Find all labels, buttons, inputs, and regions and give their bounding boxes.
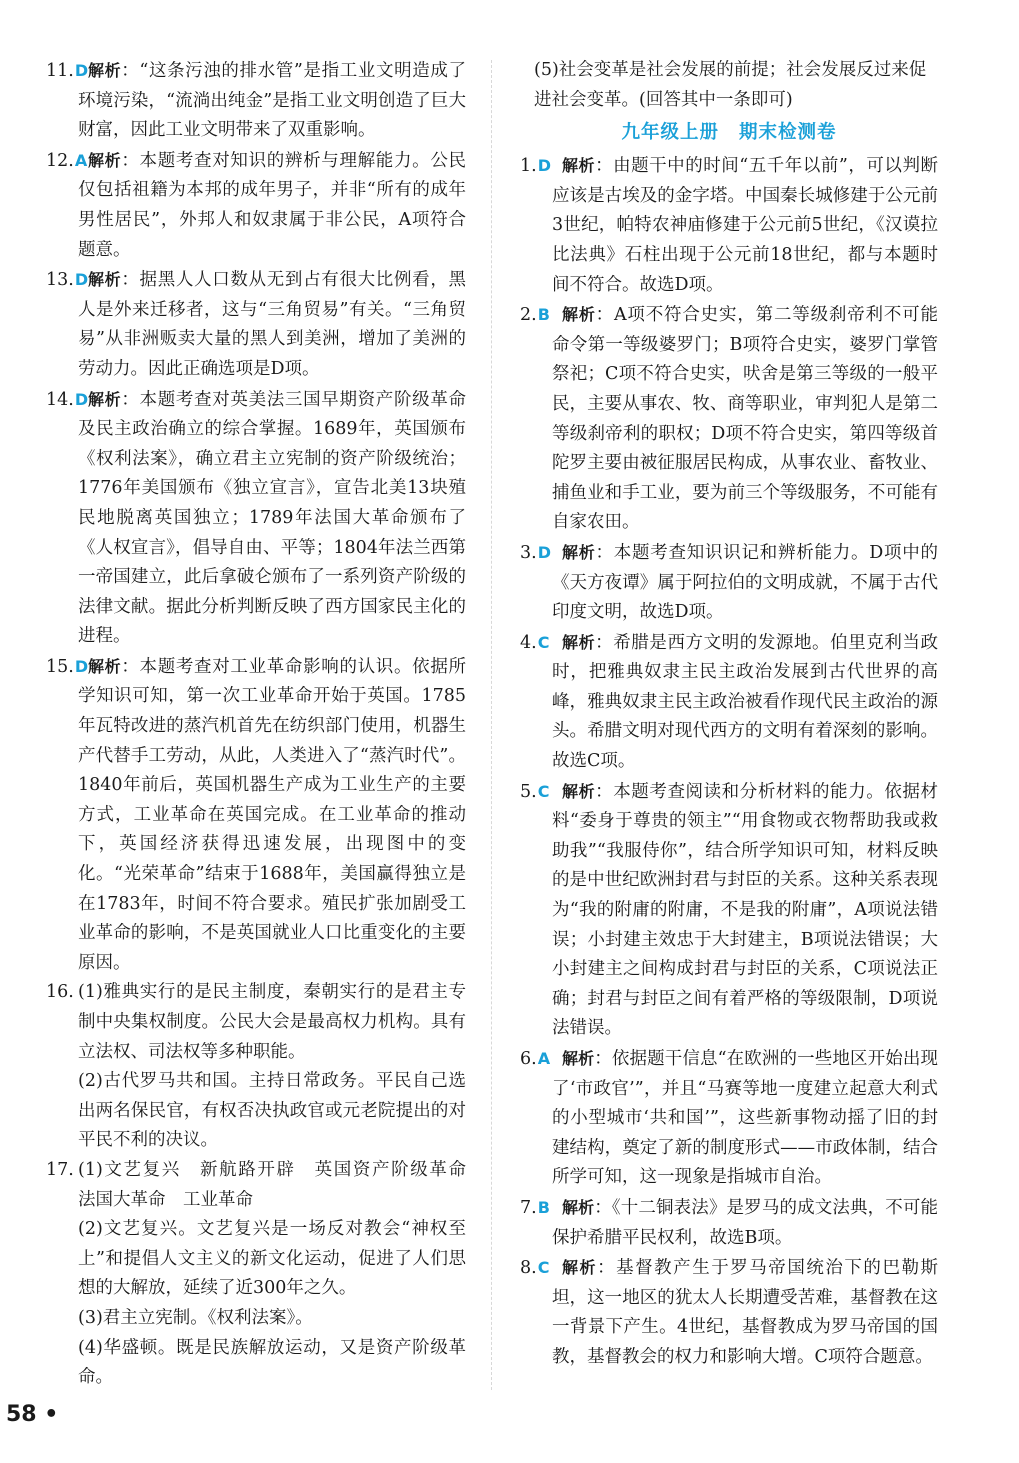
answer-item-4 xyxy=(520,628,938,777)
analysis-text: ：本题考查对知识的辨析与理解能力。公民仅包括祖籍为本邦的成年男子，并非“所有的成年男性居民”，外邦人和奴隶属于非公民，A项符合题意。 xyxy=(78,150,466,260)
answer-letter: B xyxy=(537,305,550,325)
analysis-text: ：本题考查对英美法三国早期资产阶级革命及民主政治确立的综合掌握。1689年，英国颁布《权利法案》，确立君主立宪制的资产阶级统治；1776年美国颁布《独立宣言》，宣告北美13块殖民地脱离英国独立；1789年法国大革命颁布了《人权宣言》，倡导自由、平等；1804年法兰西第一帝国建立，此后拿破仑颁布了一系列资产阶级的法律文献。据此分析判断反映了西方国家民主化的进程。 xyxy=(78,389,466,647)
answer-item-3 xyxy=(520,538,938,628)
answer-item-5 xyxy=(520,777,938,1044)
question-number: 2. xyxy=(520,305,537,326)
question-number: 11. xyxy=(46,61,74,81)
section-grade: 九年级上册 xyxy=(621,122,719,144)
question-number: 5. xyxy=(520,781,537,802)
question-number: 3. xyxy=(520,542,537,563)
answer-letter: C xyxy=(537,781,550,801)
answer-item-17 xyxy=(46,1156,484,1393)
analysis-label: 解析 xyxy=(88,270,122,290)
answer-item-1 xyxy=(520,151,938,300)
analysis-text: ：依据题干信息“在欧洲的一些地区开始出现了‘市政官’”，并且“马赛等地一度建立起意大利式的小型城市‘共和国’”，这些新事物动摇了旧的封建结构，奠定了新的制度形式——市政体制，结合所学可知，这一现象是指城市自治。 xyxy=(552,1049,938,1188)
answer-part: (3)君主立宪制。《权利法案》。 xyxy=(78,1307,313,1328)
analysis-text: ：“这条污浊的排水管”是指工业文明造成了环境污染，“流淌出纯金”是指工业文明创造了巨大财富，因此工业文明带来了双重影响。 xyxy=(78,61,466,141)
question-number: 12. xyxy=(46,150,74,171)
section-title xyxy=(520,117,938,149)
answer-letter: D xyxy=(74,389,89,409)
analysis-text: ：A项不符合史实，第二等级刹帝利不可能命令第一等级婆罗门；B项符合史实，婆罗门掌管祭祀；C项不符合史实，吠舍是第三等级的一般平民，主要从事农、牧、商等职业，审判犯人是第二等级刹帝利的职权；D项不符合史实，第四等级首陀罗主要由被征服居民构成，从事农业、畜牧业、捕鱼业和手工业，要为前三个等级服务，不可能有自家农田。 xyxy=(552,305,938,533)
analysis-text: ：由题干中的时间“五千年以前”，可以判断应该是古埃及的金字塔。中国秦长城修建于公元前3世纪，帕特农神庙修建于公元前5世纪，《汉谟拉比法典》石柱出现于公元前18世纪，都与本题时间不符合。故选D项。 xyxy=(552,156,938,295)
analysis-label: 解析 xyxy=(562,1197,595,1217)
analysis-label: 解析 xyxy=(562,1049,595,1068)
answer-item-2 xyxy=(520,300,938,538)
answer-part: (2)文艺复兴。文艺复兴是一场反对教会“神权至上”和提倡人文主义的新文化运动，促进了人们思想的大解放，延续了近300年之久。 xyxy=(78,1219,466,1299)
answer-letter: D xyxy=(74,270,89,290)
answer-letter: C xyxy=(537,1258,550,1278)
question-number: 14. xyxy=(46,389,74,410)
answer-part: (1)雅典实行的是民主制度，秦朝实行的是君主专制中央集权制度。公民大会是最高权力机构。具有立法权、司法权等多种职能。 xyxy=(78,982,466,1062)
answer-part: (1)文艺复兴 新航路开辟 英国资产阶级革命 法国大革命 工业革命 xyxy=(78,1159,484,1210)
answer-item-7 xyxy=(520,1193,938,1253)
answer-part: (4)华盛顿。既是民族解放运动，又是资产阶级革命。 xyxy=(78,1337,466,1388)
analysis-text: ：据黑人人口数从无到占有很大比例看，黑人是外来迁移者，这与“三角贸易”有关。“三角贸易”从非洲贩卖大量的黑人到美洲，增加了美洲的劳动力。因此正确选项是D项。 xyxy=(78,270,466,379)
answer-item-16 xyxy=(46,978,466,1156)
analysis-text: ：本题考查阅读和分析材料的能力。依据材料“委身于尊贵的领主”“用食物或衣物帮助我或救助我”“我服侍你”，结合所学知识可知，材料反映的是中世纪欧洲封君与封臣的关系。这种关系表现为“我的附庸的附庸，不是我的附庸”，A项说法错误；小封建主效忠于大封建主，B项说法错误；大小封建主之间构成封君与封臣的关系，C项说法正确；封君与封臣之间有着严格的等级限制，D项说法错误。 xyxy=(552,781,938,1039)
page-number xyxy=(6,1402,58,1427)
answer-item-12 xyxy=(46,146,466,265)
section-exam: 期末检测卷 xyxy=(739,122,837,144)
answer-letter: D xyxy=(537,156,551,176)
answer-letter: D xyxy=(537,542,551,562)
answer-item-13 xyxy=(46,265,466,384)
analysis-label: 解析 xyxy=(562,632,596,652)
question-number: 1. xyxy=(520,156,537,177)
question-number: 4. xyxy=(520,632,537,653)
answer-letter: A xyxy=(537,1049,551,1068)
answer-letter: D xyxy=(74,656,89,676)
right-column xyxy=(520,56,938,1373)
question-number: 7. xyxy=(520,1197,537,1218)
answer-letter: B xyxy=(537,1197,550,1217)
answer-letter: C xyxy=(537,632,550,652)
page-bullet: • xyxy=(44,1402,59,1427)
analysis-text: ：希腊是西方文明的发源地。伯里克利当政时，把雅典奴隶主民主政治发展到古代世界的高峰，雅典奴隶主民主政治被看作现代民主政治的源头。希腊文明对现代西方的文明有着深刻的影响。故选C项。 xyxy=(552,632,938,772)
question-number: 8. xyxy=(520,1258,537,1279)
page-number-value: 58 xyxy=(6,1402,37,1427)
question-number: 6. xyxy=(520,1049,537,1069)
answer-part: (2)古代罗马共和国。主持日常政务。平民自己选出两名保民官，有权否决执政官或元老院提出的对平民不利的决议。 xyxy=(78,1071,466,1151)
analysis-label: 解析 xyxy=(562,1258,598,1278)
column-divider xyxy=(491,60,492,1390)
analysis-label: 解析 xyxy=(562,156,596,176)
left-column xyxy=(46,56,484,1393)
question-number: 13. xyxy=(46,270,74,291)
question-number: 17. xyxy=(46,1159,74,1180)
analysis-label: 解析 xyxy=(88,389,122,409)
answer-continuation: (5)社会变革是社会发展的前提；社会发展反过来促进社会变革。(回答其中一条即可) xyxy=(534,60,927,110)
answer-item-11 xyxy=(46,56,466,146)
analysis-label: 解析 xyxy=(88,61,122,80)
answer-item-15 xyxy=(46,652,466,979)
answer-item-14 xyxy=(46,385,466,652)
question-number: 16. xyxy=(46,982,74,1003)
answer-letter: A xyxy=(74,150,88,170)
analysis-text: ：本题考查知识识记和辨析能力。D项中的《天方夜谭》属于阿拉伯的文明成就，不属于古代印度文明，故选D项。 xyxy=(552,542,938,623)
answer-item-6 xyxy=(520,1044,938,1193)
analysis-text: ：基督教产生于罗马帝国统治下的巴勒斯坦，这一地区的犹太人长期遭受苦难，基督教在这一背景下产生。4世纪，基督教成为罗马帝国的国教，基督教会的权力和影响大增。C项符合题意。 xyxy=(552,1258,938,1367)
answer-letter: D xyxy=(74,61,89,80)
analysis-label: 解析 xyxy=(88,150,122,170)
analysis-label: 解析 xyxy=(88,656,122,676)
analysis-label: 解析 xyxy=(562,305,596,325)
analysis-text: ：本题考查对工业革命影响的认识。依据所学知识可知，第一次工业革命开始于英国。1785年瓦特改进的蒸汽机首先在纺织部门使用，机器生产代替手工劳动，从此，人类进入了“蒸汽时代”。1840年前后，英国机器生产成为工业生产的主要方式，工业革命在英国完成。在工业革命的推动下，英国经济获得迅速发展，出现图中的变化。“光荣革命”结束于1688年，美国赢得独立是在1783年，时间不符合要求。殖民扩张加剧受工业革命的影响，不是英国就业人口比重变化的主要原因。 xyxy=(78,656,466,973)
analysis-label: 解析 xyxy=(562,781,596,801)
question-number: 15. xyxy=(46,656,74,677)
answer-item-8 xyxy=(520,1253,938,1372)
analysis-label: 解析 xyxy=(562,542,596,562)
analysis-text: ：《十二铜表法》是罗马的成文法典，不可能保护希腊平民权利，故选B项。 xyxy=(552,1197,938,1248)
